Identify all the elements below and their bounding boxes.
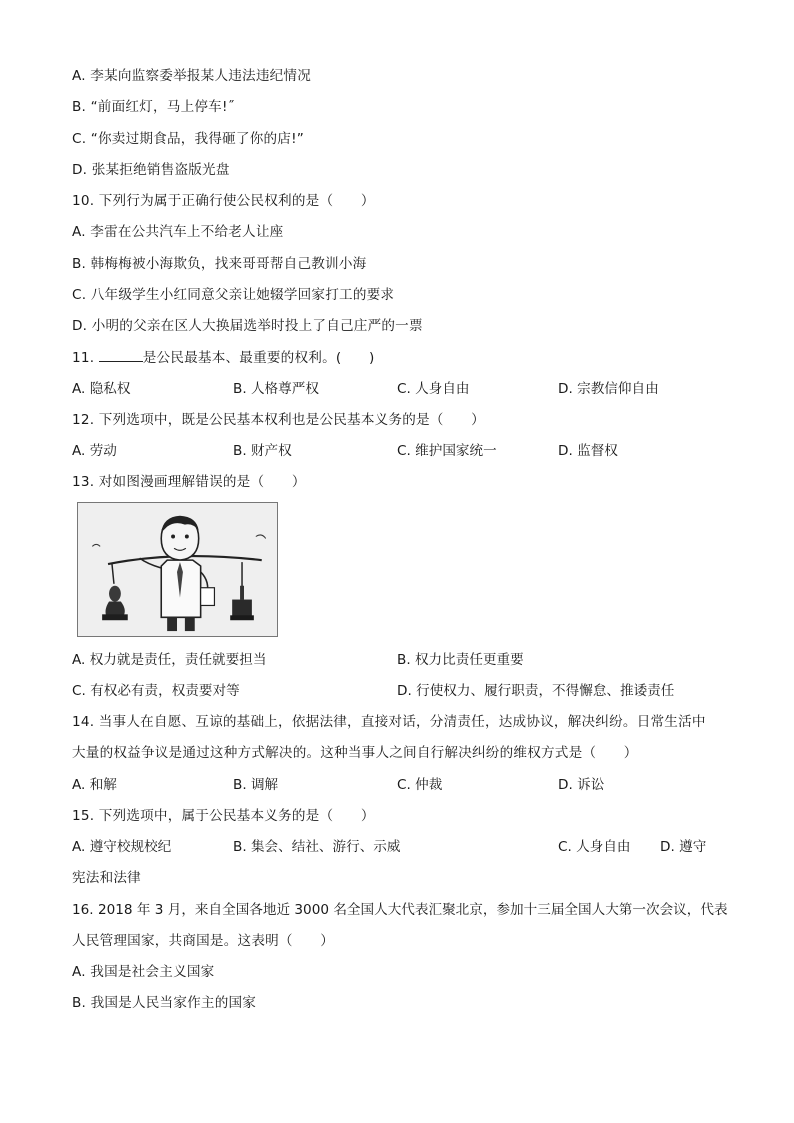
q13-option-d: D. 行使权力、履行职责，不得懈怠、推诿责任 bbox=[397, 683, 675, 699]
cartoon-drawing bbox=[78, 503, 277, 636]
q15-option-a: A. 遵守校规校纪 bbox=[72, 839, 172, 855]
q10-option-c: C. 八年级学生小红同意父亲让她辍学回家打工的要求 bbox=[72, 287, 395, 303]
q16-option-a: A. 我国是社会主义国家 bbox=[72, 964, 215, 980]
q11-stem bbox=[72, 348, 374, 367]
q14-option-b: B. 调解 bbox=[233, 777, 279, 793]
q12-option-a: A. 劳动 bbox=[72, 443, 117, 459]
q16-stem-line1: 16. 2018 年 3 月，来自全国各地近 3000 名全国人大代表汇聚北京，参加十三届全国人大第一次会议，代表 bbox=[72, 902, 728, 918]
q11-options bbox=[72, 380, 732, 398]
q13-option-c: C. 有权必有责，权责要对等 bbox=[72, 683, 240, 699]
q13-stem: 13. 对如图漫画理解错误的是（ ） bbox=[72, 474, 306, 490]
q10-option-d: D. 小明的父亲在区人大换届选举时投上了自己庄严的一票 bbox=[72, 318, 423, 334]
q12-stem: 12. 下列选项中，既是公民基本权利也是公民基本义务的是（ ） bbox=[72, 412, 485, 428]
q11-option-a: A. 隐私权 bbox=[72, 381, 131, 397]
q9-option-a: A. 李某向监察委举报某人违法违纪情况 bbox=[72, 68, 312, 84]
q15-option-b: B. 集会、结社、游行、示威 bbox=[233, 839, 401, 855]
q10-stem: 10. 下列行为属于正确行使公民权利的是（ ） bbox=[72, 193, 375, 209]
q13-option-a: A. 权力就是责任，责任就要担当 bbox=[72, 652, 267, 668]
q14-stem-line1: 14. 当事人在自愿、互谅的基础上，依据法律，直接对话，分清责任，达成协议，解决纠纷。日常生活中 bbox=[72, 714, 706, 730]
cartoon-image bbox=[77, 502, 278, 637]
q16-stem-line2: 人民管理国家，共商国是。这表明（ ） bbox=[72, 933, 335, 949]
q15-stem: 15. 下列选项中，属于公民基本义务的是（ ） bbox=[72, 808, 375, 824]
q13-options-row1 bbox=[72, 651, 732, 669]
q16-option-b: B. 我国是人民当家作主的国家 bbox=[72, 995, 257, 1011]
q15-option-c: C. 人身自由 bbox=[558, 839, 631, 855]
q10-option-b: B. 韩梅梅被小海欺负，找来哥哥帮自己教训小海 bbox=[72, 256, 367, 272]
q15-options bbox=[72, 838, 732, 856]
q15-option-d: D. 遵守 bbox=[660, 839, 707, 855]
q12-options bbox=[72, 442, 732, 460]
q12-option-b: B. 财产权 bbox=[233, 443, 292, 459]
q9-option-c: C. “你卖过期食品，我得砸了你的店!” bbox=[72, 131, 304, 147]
q11-blank bbox=[99, 348, 143, 362]
q14-option-c: C. 仲裁 bbox=[397, 777, 443, 793]
q11-option-d: D. 宗教信仰自由 bbox=[558, 381, 659, 397]
q15-option-d-continued: 宪法和法律 bbox=[72, 870, 141, 886]
q14-options bbox=[72, 776, 732, 794]
q9-option-b: B. “前面红灯，马上停车!˝ bbox=[72, 99, 235, 115]
q14-stem-line2: 大量的权益争议是通过这种方式解决的。这种当事人之间自行解决纠纷的维权方式是（ ） bbox=[72, 745, 638, 761]
q12-option-c: C. 维护国家统一 bbox=[397, 443, 497, 459]
q13-option-b: B. 权力比责任更重要 bbox=[397, 652, 524, 668]
q14-option-a: A. 和解 bbox=[72, 777, 117, 793]
q9-option-d: D. 张某拒绝销售盗版光盘 bbox=[72, 162, 230, 178]
q11-option-b: B. 人格尊严权 bbox=[233, 381, 319, 397]
q12-option-d: D. 监督权 bbox=[558, 443, 618, 459]
q14-option-d: D. 诉讼 bbox=[558, 777, 605, 793]
q11-option-c: C. 人身自由 bbox=[397, 381, 470, 397]
q11-stem-text: 是公民最基本、最重要的权利。( ) bbox=[142, 350, 375, 366]
q13-options-row2 bbox=[72, 682, 732, 700]
q11-number: 11. bbox=[72, 350, 95, 366]
q10-option-a: A. 李雷在公共汽车上不给老人让座 bbox=[72, 224, 284, 240]
